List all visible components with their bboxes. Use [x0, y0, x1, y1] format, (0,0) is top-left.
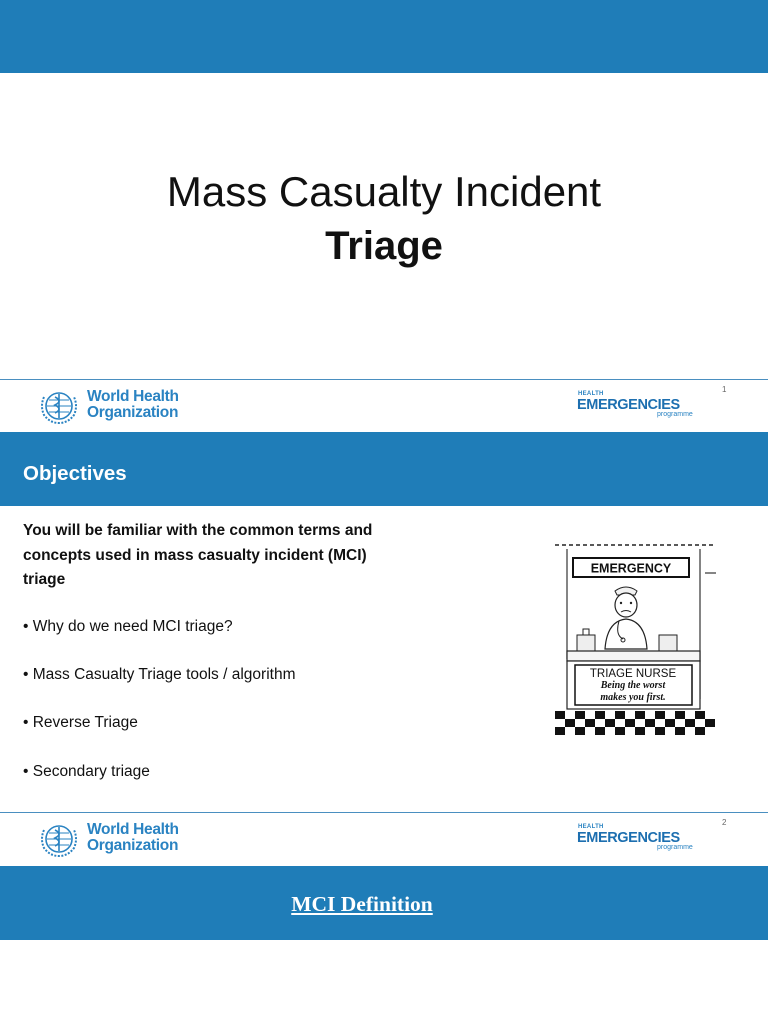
objective-bullet: • Reverse Triage [23, 714, 138, 731]
checkered-floor [555, 711, 716, 735]
page-number: 2 [722, 818, 727, 827]
he-label-small: HEALTH [578, 391, 604, 397]
triage-nurse-cartoon [555, 539, 716, 735]
cartoon-desk-line2: Being the worst [600, 680, 666, 691]
he-label-big: EMERGENCIES [577, 397, 680, 413]
he-label-small: HEALTH [578, 824, 604, 830]
page-number: 1 [722, 385, 727, 394]
who-emblem-icon [38, 818, 80, 860]
mci-definition-heading: MCI Definition [291, 892, 433, 916]
slide-title-line2: Triage [325, 224, 443, 268]
who-wordmark: World Health Organization [87, 388, 179, 421]
slide-footer-2 [0, 812, 768, 866]
who-emblem-icon [38, 385, 80, 427]
cartoon-desk-line3: makes you first. [600, 692, 666, 703]
objectives-heading: Objectives [23, 462, 127, 485]
who-wordmark: World Health Organization [87, 821, 179, 854]
he-label-big: EMERGENCIES [577, 830, 680, 846]
cartoon-sign-text: EMERGENCY [590, 561, 672, 576]
objective-bullet: • Secondary triage [23, 763, 150, 780]
cartoon-desk-line1: TRIAGE NURSE [589, 668, 677, 680]
footer-divider [0, 379, 768, 380]
slide-title-line1: Mass Casualty Incident [166, 168, 602, 215]
objective-bullet: • Why do we need MCI triage? [23, 618, 233, 635]
he-label-programme: programme [657, 411, 693, 418]
he-label-programme: programme [657, 844, 693, 851]
slide-footer-1 [0, 379, 768, 433]
objectives-intro: You will be familiar with the common terms and concepts used in mass casualty incident (MCI) triage [23, 522, 373, 588]
top-header-band [0, 0, 768, 73]
objective-bullet: • Mass Casualty Triage tools / algorithm [23, 666, 296, 683]
footer-divider [0, 812, 768, 813]
